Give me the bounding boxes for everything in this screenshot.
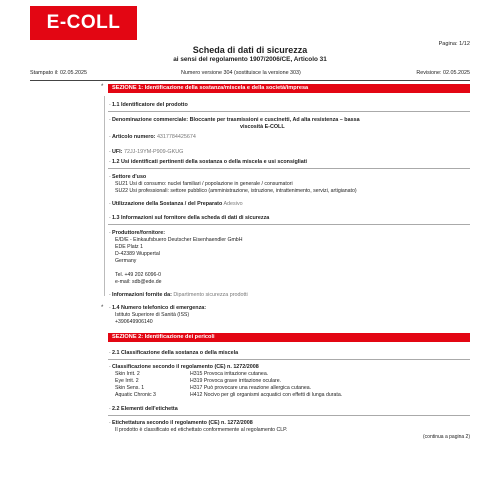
sector-label: Settore d'uso (112, 174, 147, 180)
subsection-2-1: 2.1 Classificazione della sostanza o della miscela (112, 350, 239, 356)
subsection-1-3: 1.3 Informazioni sul fornitore della scheda di dati di sicurezza (112, 215, 270, 221)
continuation-note: (continua a pagina 2) (423, 434, 470, 440)
subsection-2-2: 2.2 Elementi dell'etichetta (112, 406, 178, 412)
bullet: · (109, 364, 111, 370)
margin-rule (104, 96, 105, 296)
divider (108, 415, 470, 416)
divider (108, 224, 470, 225)
info-value: Dipartimento sicurezza prodotti (173, 292, 248, 298)
bullet: · (109, 117, 111, 123)
bullet: · (109, 102, 111, 108)
bullet: · (109, 174, 111, 180)
divider (108, 111, 470, 112)
use-value: Adesivo (223, 201, 243, 207)
change-marker: * (101, 84, 104, 90)
bullet: · (109, 292, 111, 298)
trade-name-value: Bloccante per trasmissioni e cuscinetti, Ad alta resistenza – bassa (189, 117, 360, 123)
ufi-label: UFI: (112, 149, 123, 155)
hazard-statement: H412 Nocivo per gli organismi acquatici con effetti di lunga durata. (190, 392, 343, 398)
trade-name-value-2: viscosità E-COLL (240, 124, 285, 130)
hazard-class: Eye Irrit. 2 (115, 378, 139, 384)
emergency-line: +390649906140 (115, 319, 153, 325)
sector-su22: SU22 Usi professionali: settore pubblico (amministrazione, istruzione, intrattenimento, servizi, artigianato) (115, 188, 357, 194)
header-divider (30, 80, 470, 81)
hazard-class: Aquatic Chronic 3 (115, 392, 156, 398)
use-row (112, 201, 243, 207)
info-label: Informazioni fornite da: (112, 292, 172, 298)
divider (108, 168, 470, 169)
ufi-value: 72JJ-19YM-P909-GKUG (123, 149, 184, 155)
page-number: Pagina: 1/12 (438, 41, 470, 47)
supplier-label: Produttore/fornitore: (112, 230, 166, 236)
bullet: · (109, 350, 111, 356)
use-label: Utilizzazione della Sostanza / del Preparato (112, 201, 223, 207)
section-2-bar (108, 333, 470, 342)
printed-date: Stampato il: 02.05.2025 (30, 70, 87, 76)
hazard-statement: H315 Provoca irritazione cutanea. (190, 371, 269, 377)
bullet: · (109, 201, 111, 207)
supplier-email: e-mail: sdb@ede.de (115, 279, 162, 285)
version-number: Numero versione 304 (sostituisce la versione 303) (181, 70, 301, 76)
bullet: · (109, 215, 111, 221)
section-1-bar (108, 84, 470, 93)
trade-name-row (112, 117, 360, 123)
logo-text: E-COLL (46, 12, 121, 33)
supplier-phone: Tel. +49 202 6096-0 (115, 272, 162, 278)
info-row (112, 292, 248, 298)
subsection-1-2: 1.2 Usi identificati pertinenti della sostanza o della miscela e usi sconsigliati (112, 159, 308, 165)
bullet: · (109, 149, 111, 155)
document-title: Scheda di dati di sicurezza (192, 45, 308, 55)
subsection-1-1: 1.1 Identificatore del prodotto (112, 102, 188, 108)
bullet: · (109, 134, 111, 140)
change-marker: * (101, 305, 104, 311)
sector-su21: SU21 Usi di consumo: nuclei familiari / popolazione in generale / consumatori (115, 181, 293, 187)
article-value: 4317784425674 (156, 134, 196, 140)
subsection-1-4: 1.4 Numero telefonico di emergenza: (112, 305, 207, 311)
supplier-line: Germany (115, 258, 137, 264)
emergency-line: Istituto Superiore di Sanità (ISS) (115, 312, 190, 318)
bullet: · (109, 305, 111, 311)
hazard-statement: H319 Provoca grave irritazione oculare. (190, 378, 282, 384)
supplier-line: E/D/E - Einkaufsbuero Deutscher Eisenhaendler GmbH (115, 237, 243, 243)
document-subtitle: ai sensi del regolamento 1907/2006/CE, Articolo 31 (173, 56, 327, 63)
brand-logo (30, 6, 137, 40)
hazard-class: Skin Sens. 1 (115, 385, 145, 391)
section-1-title: SEZIONE 1: Identificazione della sostanza/miscela e della società/impresa (112, 85, 309, 91)
hazard-statement: H317 Può provocare una reazione allergica cutanea. (190, 385, 312, 391)
trade-name-label: Denominazione commerciale: (112, 117, 189, 123)
classification-label: Classificazione secondo il regolamento (CE) n. 1272/2008 (112, 364, 259, 370)
article-row (112, 134, 196, 140)
labelling-label: Etichettatura secondo il regolamento (CE) n. 1272/2008 (112, 420, 253, 426)
hazard-class: Skin Irrit. 2 (115, 371, 140, 377)
bullet: · (109, 420, 111, 426)
ufi-row (112, 149, 183, 155)
bullet: · (109, 230, 111, 236)
supplier-line: EDE Platz 1 (115, 244, 143, 250)
bullet: · (109, 159, 111, 165)
labelling-value: Il prodotto è classificato ed etichettato conformemente al regolamento CLP. (115, 427, 288, 433)
article-label: Articolo numero: (112, 134, 156, 140)
bullet: · (109, 406, 111, 412)
supplier-line: D-42389 Wuppertal (115, 251, 160, 257)
divider (108, 359, 470, 360)
section-2-title: SEZIONE 2: Identificazione dei pericoli (112, 334, 215, 340)
revision-date: Revisione: 02.05.2025 (416, 70, 470, 76)
